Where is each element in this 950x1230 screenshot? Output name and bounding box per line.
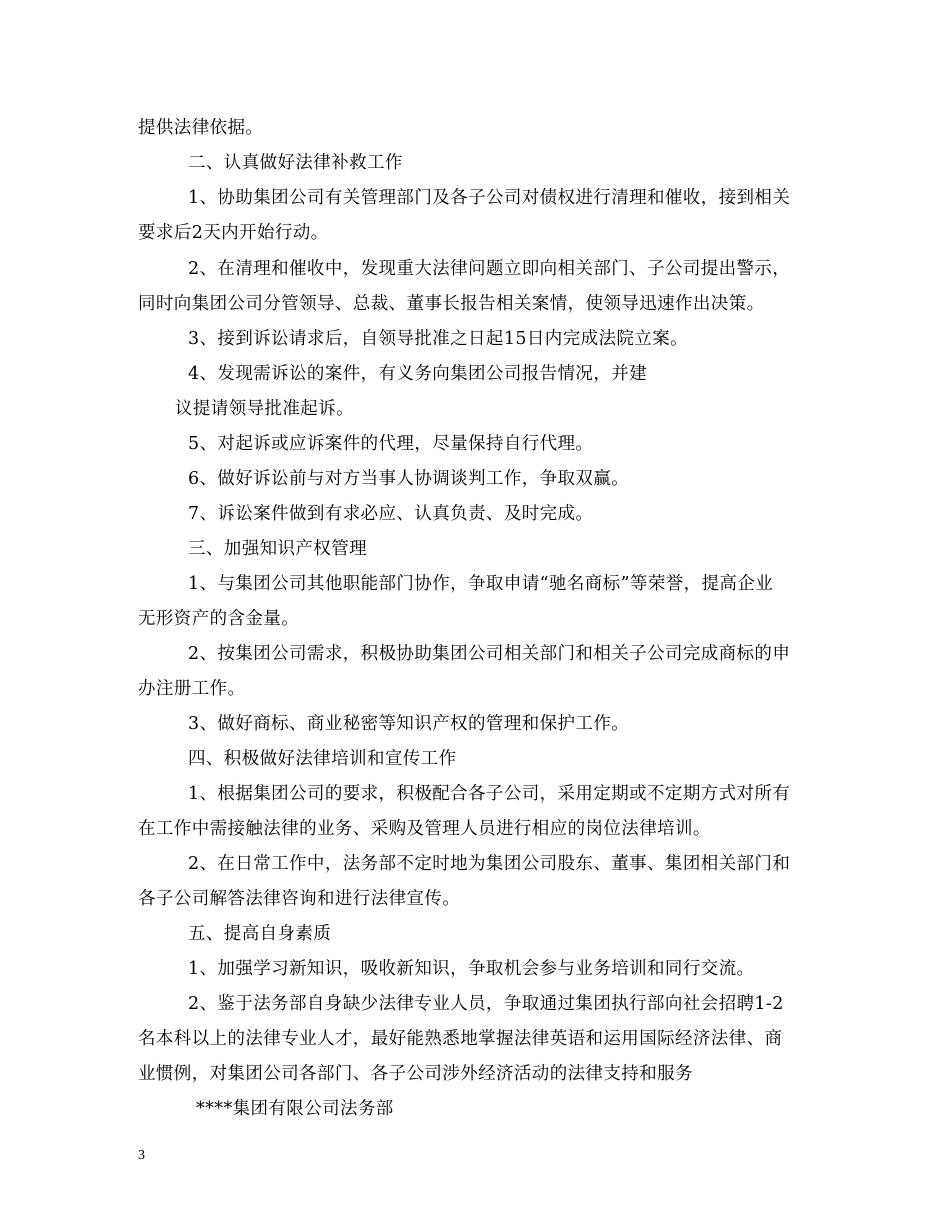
text-line: 5、对起诉或应诉案件的代理，尽量保持自行代理。 [188, 434, 594, 454]
text-line: 办注册工作。 [138, 679, 246, 699]
text-line: 7、诉讼案件做到有求必应、认真负责、及时完成。 [188, 504, 594, 524]
text-line: 要求后2天内开始行动。 [138, 223, 329, 243]
text-line: 2、按集团公司需求，积极协助集团公司相关部门和相关子公司完成商标的申 [188, 644, 791, 664]
text-line: 在工作中需接触法律的业务、采购及管理人员进行相应的岗位法律培训。 [138, 819, 711, 839]
text-line: 各子公司解答法律咨询和进行法律宣传。 [138, 889, 461, 909]
section-heading: 三、加强知识产权管理 [188, 539, 367, 559]
text-line: 2、在清理和催收中，发现重大法律问题立即向相关部门、子公司提出警示， [188, 259, 791, 279]
text-line: 1、协助集团公司有关管理部门及各子公司对债权进行清理和催收，接到相关 [188, 188, 791, 208]
text-line: 1、与集团公司其他职能部门协作，争取申请“驰名商标”等荣誉，提高企业 [188, 574, 774, 594]
text-line: 同时向集团公司分管领导、总裁、董事长报告相关案情，使领导迅速作出决策。 [138, 294, 765, 314]
section-heading: 四、积极做好法律培训和宣传工作 [188, 749, 457, 769]
text-line: 1、加强学习新知识，吸收新知识，争取机会参与业务培训和同行交流。 [188, 959, 755, 979]
section-heading: 五、提高自身素质 [188, 924, 332, 944]
page-number: 3 [138, 1148, 145, 1163]
signature-line: ****集团有限公司法务部 [196, 1099, 394, 1119]
text-line: 4、发现需诉讼的案件，有义务向集团公司报告情况，并建 [188, 364, 648, 384]
text-line: 6、做好诉讼前与对方当事人协调谈判工作，争取双赢。 [188, 469, 630, 489]
text-line: 业惯例，对集团公司各部门、各子公司涉外经济活动的法律支持和服务 [138, 1064, 693, 1084]
text-line: 3、接到诉讼请求后，自领导批准之日起15日内完成法院立案。 [188, 329, 688, 349]
text-line: 无形资产的含金量。 [138, 609, 300, 629]
section-heading: 二、认真做好法律补救工作 [188, 153, 403, 173]
text-line: 2、鉴于法务部自身缺少法律专业人员，争取通过集团执行部向社会招聘1-2 [188, 994, 784, 1014]
text-line: 1、根据集团公司的要求，积极配合各子公司，采用定期或不定期方式对所有 [188, 784, 791, 804]
text-line: 3、做好商标、商业秘密等知识产权的管理和保护工作。 [188, 714, 630, 734]
text-line: 议提请领导批准起诉。 [175, 399, 354, 419]
text-line: 名本科以上的法律专业人才，最好能熟悉地掌握法律英语和运用国际经济法律、商 [138, 1029, 783, 1049]
text-line: 提供法律依据。 [138, 118, 264, 138]
text-line: 2、在日常工作中，法务部不定时地为集团公司股东、董事、集团相关部门和 [188, 854, 791, 874]
